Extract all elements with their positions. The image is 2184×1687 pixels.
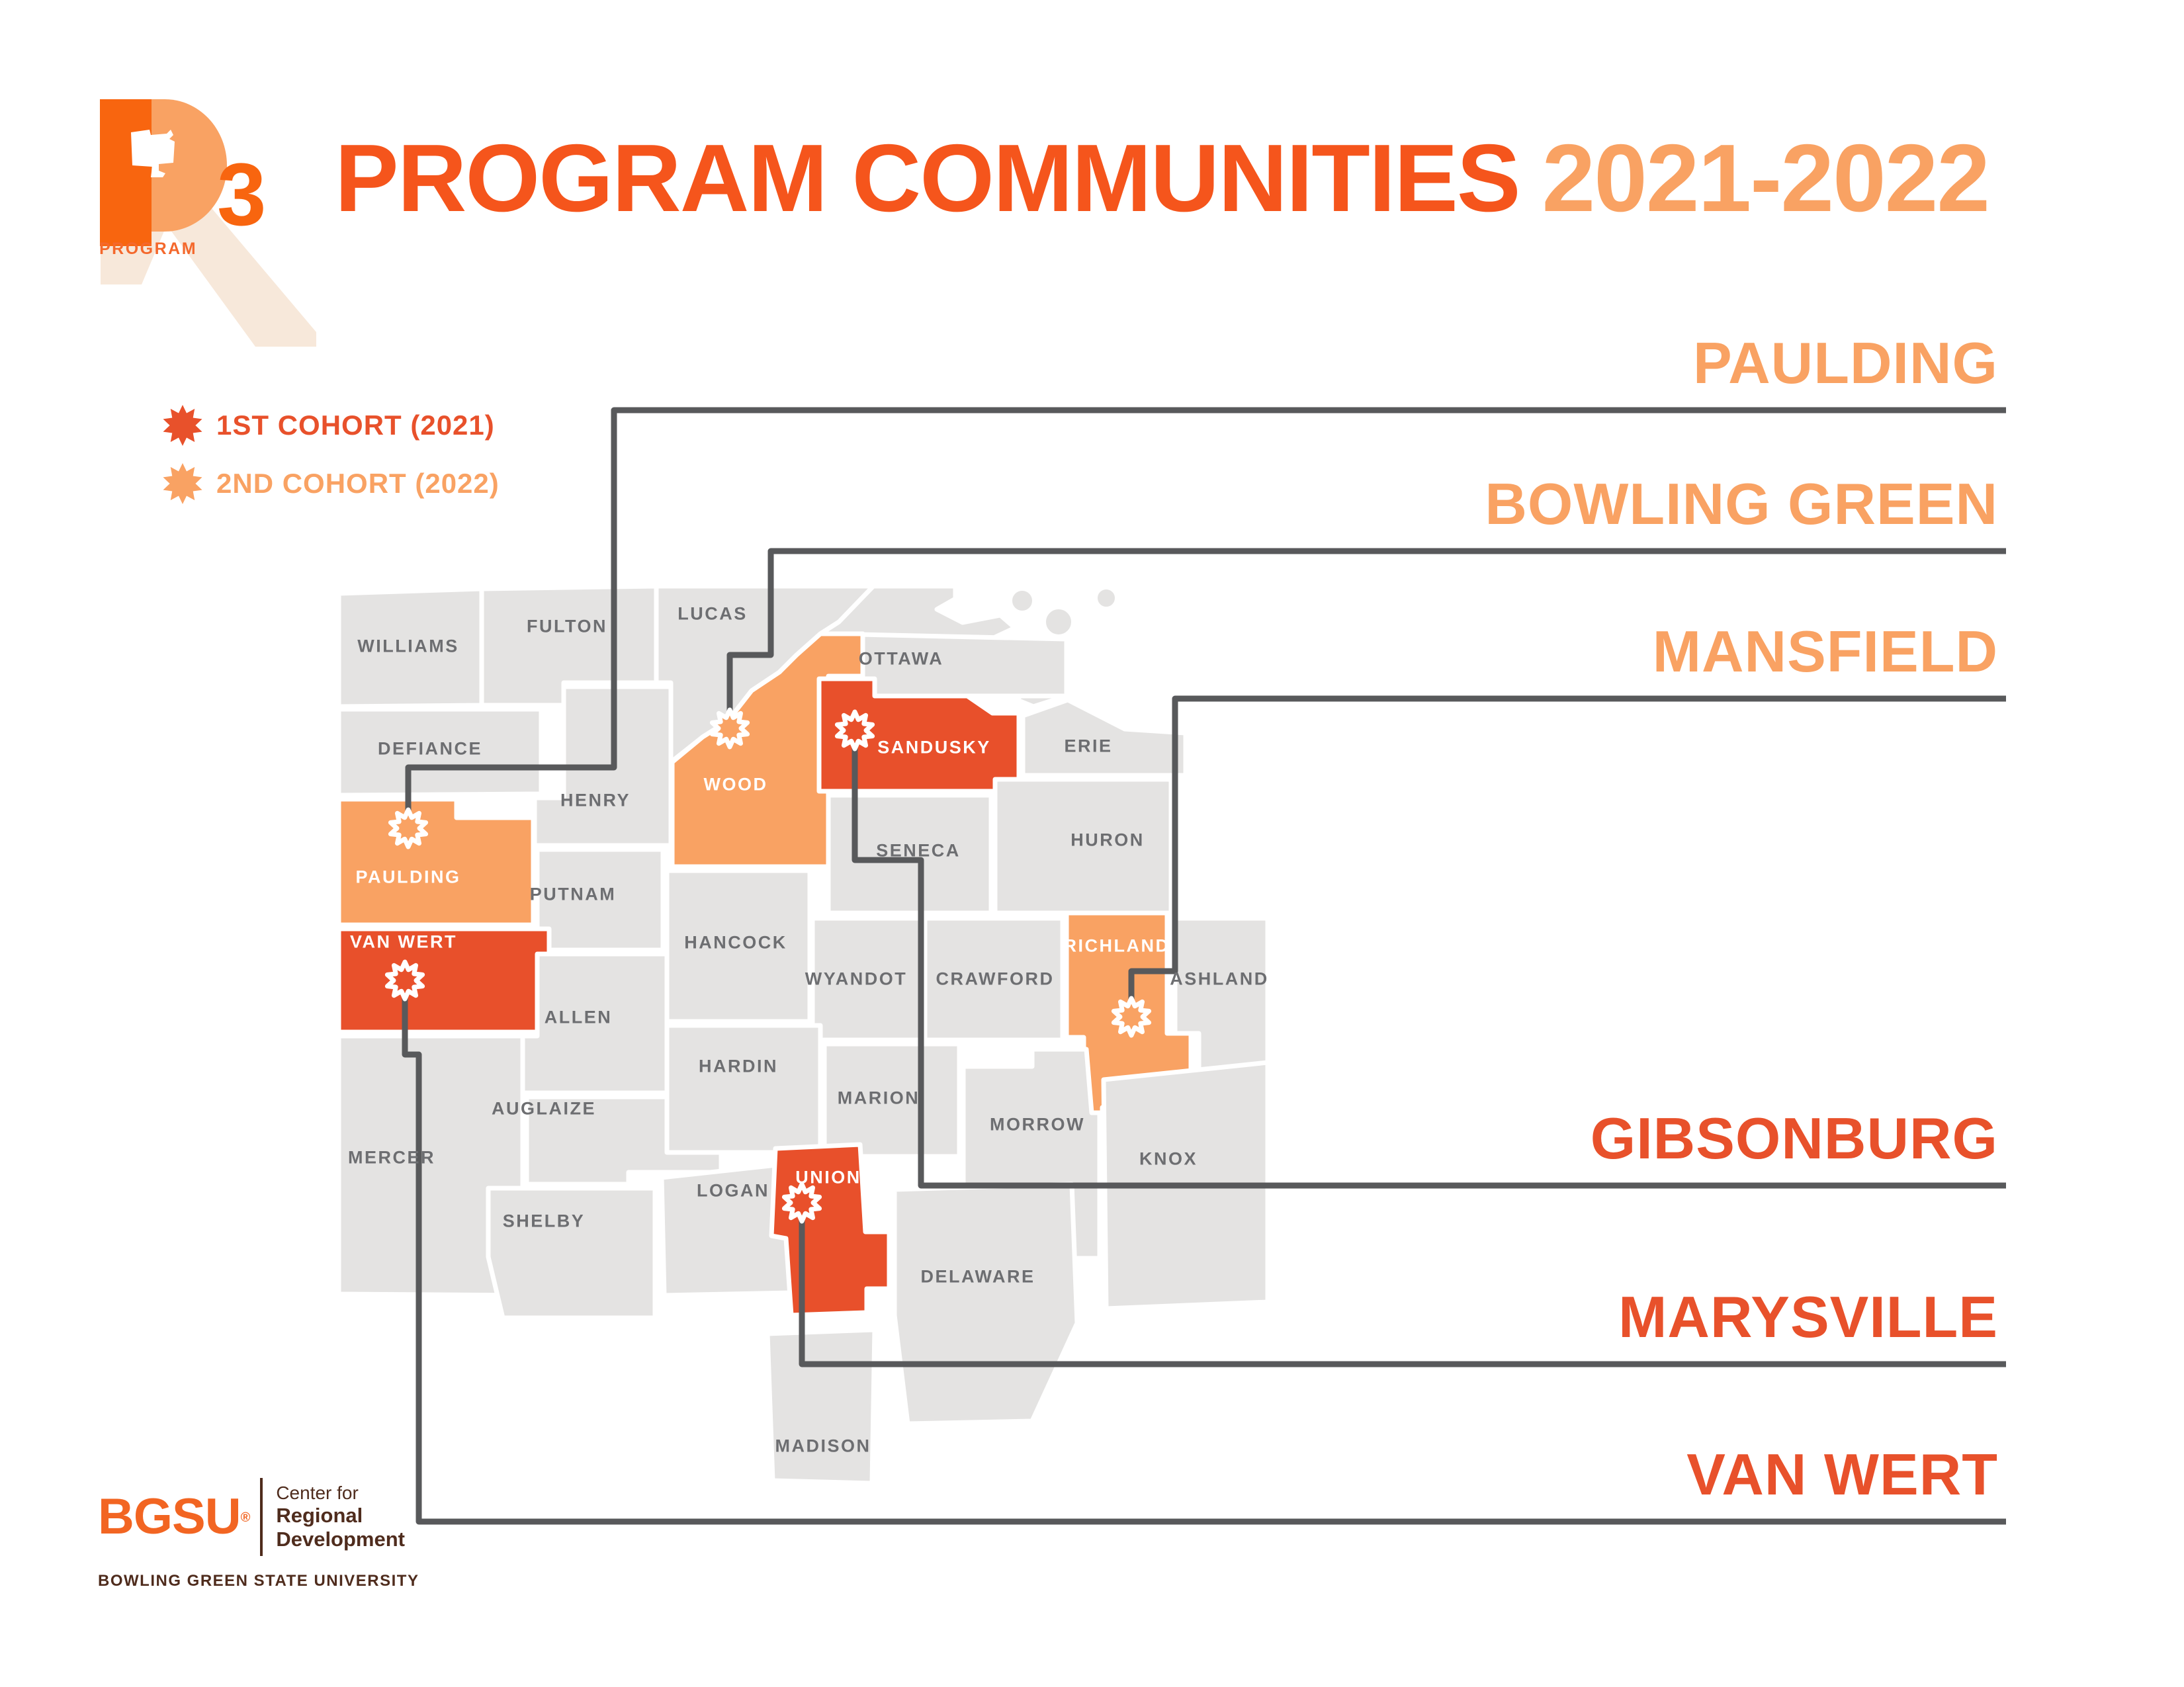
footer-divider	[260, 1478, 263, 1556]
logo-numeral: 3	[217, 146, 267, 244]
bgsu-text: BGSU	[98, 1489, 241, 1545]
cohort-1-star-icon	[161, 404, 204, 447]
legend-label-cohort2: 2ND COHORT (2022)	[216, 468, 500, 499]
center-for-regional-development	[276, 1483, 405, 1551]
legend-item-cohort1	[161, 402, 500, 449]
county-label-crawford: CRAWFORD	[936, 969, 1055, 989]
county-label-erie: ERIE	[1064, 736, 1113, 756]
lake-island-shape	[1010, 589, 1034, 613]
county-label-fulton: FULTON	[527, 616, 607, 636]
cohort-star-union	[784, 1184, 819, 1221]
logo-r-bowl	[152, 99, 227, 232]
county-shape-madison	[767, 1330, 875, 1483]
county-shape-shelby	[488, 1188, 655, 1318]
county-label-auglaize: AUGLAIZE	[492, 1098, 596, 1119]
community-label-marysville: MARYSVILLE	[1618, 1284, 1998, 1350]
county-label-ashland: ASHLAND	[1170, 969, 1269, 989]
page-title-years: 2021-2022	[1542, 124, 1989, 232]
center-line3: Development	[276, 1528, 405, 1551]
county-label-mercer: MERCER	[347, 1147, 436, 1168]
bgsu-wordmark	[98, 1489, 250, 1545]
cohort-star-paulding	[390, 810, 425, 847]
lake-island-shape	[1044, 607, 1073, 636]
university-name: BOWLING GREEN STATE UNIVERSITY	[98, 1572, 419, 1590]
county-label-huron: HURON	[1070, 830, 1145, 850]
center-line1: Center for	[276, 1482, 359, 1503]
cohort-star-sandusky	[837, 712, 872, 749]
legend-item-cohort2	[161, 460, 500, 507]
cohort-star-richland	[1114, 998, 1149, 1035]
community-label-mansfield: MANSFIELD	[1652, 619, 1998, 684]
county-label-union: UNION	[795, 1167, 861, 1188]
bgsu-footer	[98, 1478, 419, 1590]
county-label-lucas: LUCAS	[677, 603, 748, 624]
county-label-knox: KNOX	[1139, 1148, 1198, 1169]
community-label-van-wert: VAN WERT	[1686, 1442, 1998, 1507]
cohort-2-star-icon	[161, 462, 204, 505]
county-label-marion: MARION	[837, 1088, 920, 1108]
county-label-ottawa: OTTAWA	[858, 648, 944, 669]
county-label-wyandot: WYANDOT	[805, 969, 908, 989]
community-label-paulding: PAULDING	[1692, 330, 1998, 396]
county-label-richland: RICHLAND	[1063, 935, 1170, 956]
cohort-star-wood	[712, 710, 747, 747]
county-label-shelby: SHELBY	[502, 1211, 586, 1231]
county-label-madison: MADISON	[775, 1436, 871, 1456]
county-shape-hardin	[667, 1025, 820, 1152]
lake-island-shape	[1096, 587, 1117, 609]
county-label-delaware: DELAWARE	[920, 1266, 1035, 1287]
county-label-paulding: PAULDING	[355, 867, 461, 887]
legend-label-cohort1: 1ST COHORT (2021)	[216, 410, 495, 441]
county-shape-delaware	[895, 1184, 1077, 1424]
county-shape-paulding	[339, 799, 533, 925]
logo-r-stem	[100, 99, 152, 246]
county-label-allen: ALLEN	[544, 1007, 613, 1027]
county-label-morrow: MORROW	[990, 1114, 1085, 1135]
page-title	[335, 123, 1989, 234]
legend	[161, 402, 500, 519]
county-label-seneca: SENECA	[876, 840, 961, 861]
community-label-gibsonburg: GIBSONBURG	[1590, 1105, 1998, 1171]
county-label-van-wert: VAN WERT	[350, 931, 457, 952]
bgsu-lockup	[98, 1478, 419, 1556]
county-label-williams: WILLIAMS	[357, 636, 459, 656]
county-label-defiance: DEFIANCE	[377, 738, 483, 759]
cohort-star-van-wert	[387, 962, 422, 999]
community-label-bowling-green: BOWLING GREEN	[1485, 471, 1998, 537]
center-line2: Regional	[276, 1504, 363, 1528]
page-title-main: PROGRAM COMMUNITIES	[335, 124, 1520, 232]
logo-caption: PROGRAM	[99, 239, 198, 258]
county-label-sandusky: SANDUSKY	[877, 737, 991, 757]
county-label-putnam: PUTNAM	[529, 884, 617, 904]
county-label-wood: WOOD	[703, 774, 768, 795]
county-label-henry: HENRY	[560, 790, 631, 810]
county-label-hardin: HARDIN	[699, 1056, 778, 1076]
registered-mark: ®	[240, 1510, 250, 1525]
county-label-hancock: HANCOCK	[684, 932, 787, 953]
county-label-logan: LOGAN	[697, 1180, 769, 1201]
